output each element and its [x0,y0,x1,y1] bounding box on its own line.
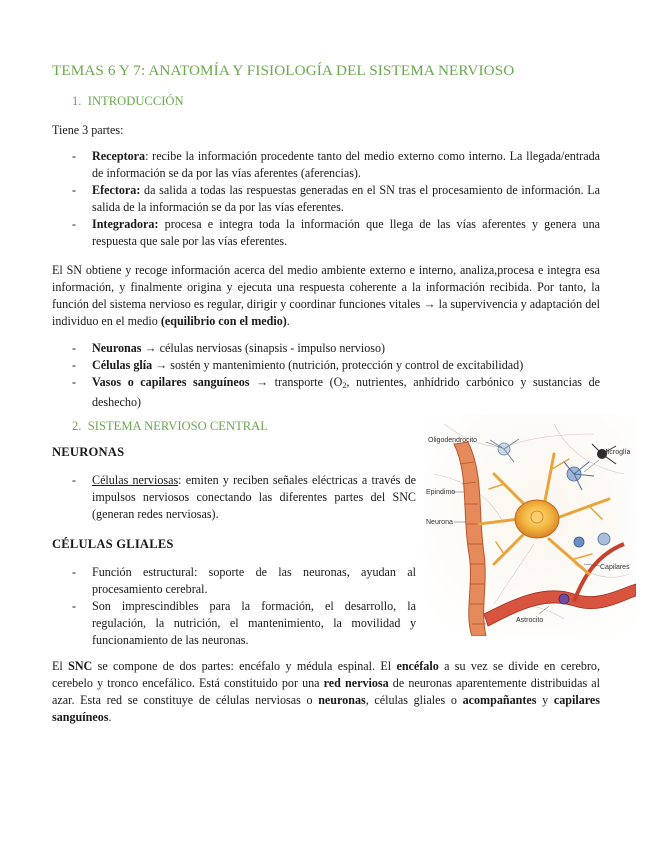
item-text: → células nerviosas (sinapsis - impulso nervioso) [141,341,386,355]
term-capilares: capilares sanguíneos [52,693,601,724]
components-list [72,340,600,411]
term-celulas-glia: Células glía [92,358,153,372]
section-number: 1. [72,94,82,108]
list-item [72,216,600,250]
list-item [72,374,600,411]
paragraph-text: El [52,659,69,673]
paragraph-bold: (equilibrio con el medio) [160,314,287,328]
list-item [72,340,600,357]
subscript: 2 [342,381,347,390]
term-receptora: Receptora [92,149,146,163]
label-microglia: Microglía [602,449,631,456]
list-item [72,148,600,182]
label-neurona: Neurona [426,519,453,526]
term-encefalo: encéfalo [396,659,439,673]
gliales-list [72,564,416,649]
term-vasos: Vasos o capilares sanguíneos [92,375,250,389]
term-acompanantes: acompañantes [462,693,537,707]
item-text: → sostén y mantenimiento (nutrición, protección y control de excitabilidad) [152,358,524,372]
paragraph-text: El SN obtiene y recoge información acerca del medio ambiente externo e interno, analiza,procesa e integra esa información, y finalmente origina y ejecuta una respuesta coherente a la información recibida. Por tanto, la función del sistema nervioso es regular, dirigir y coordinar funciones vitales → la supervivencia y adaptación del individuo en el medio [52,263,600,328]
list-item [72,357,600,374]
term-celulas-nerviosas: Células nerviosas [92,473,179,487]
item-text: procesa e integra toda la información que llega de las vías aferentes y genera una respuesta que sale por las vías eferentes. [92,217,600,248]
nucleus [531,511,543,523]
item-text: → transporte (O [249,375,343,389]
section-heading-introduccion [72,94,184,109]
list-item: - Función estructural: soporte de las neuronas, ayudan al procesamiento cerebral. [72,564,416,598]
term-neuronas: Neuronas [92,341,142,355]
term-red-nerviosa: red nerviosa [323,676,389,690]
item-text: : recibe la información procedente tanto del medio externo como interno. La llegada/entrada de información se da por las vías aferentes (aferencias). [92,149,600,180]
paragraph-text: de neuronas aparentemente distribuidas al azar. Esta red se constituye de células nerviosas o [52,676,600,707]
list-item: - Son imprescindibles para la formación, el desarrollo, la regulación, la nutrición, el mantenimiento, la movilidad y funcionamiento de las neuronas. [72,598,416,649]
intro-text: Tiene 3 partes: [52,123,124,137]
paragraph-text: a su vez se divide en cerebro, cerebelo y tronco encefálico. Está constituido por una [52,659,600,690]
section-number: 2. [72,419,82,433]
paragraph-text: se compone de dos partes: encéfalo y médula espinal. El [92,659,397,673]
paragraph-text: y [536,693,554,707]
parts-list [72,148,600,250]
term-integradora: Integradora: [92,217,159,231]
list-item [72,182,600,216]
snc-paragraph [52,658,600,726]
item-text: da salida a todas las respuestas generadas en el SN tras el procesamiento de información. La salida de la información se da por las vías eferentes. [92,183,600,214]
list-item [72,472,416,523]
sn-paragraph [52,262,600,330]
term-snc: SNC [68,659,93,673]
label-astrocito: Astrocito [516,617,544,624]
document-title: TEMAS 6 Y 7: ANATOMÍA Y FISIOLOGÍA DEL SISTEMA NERVIOSO [52,62,515,79]
term-efectora: Efectora: [92,183,141,197]
paragraph-end: . [286,314,290,328]
section-title: INTRODUCCIÓN [87,94,184,108]
item-text: : emiten y reciben señales eléctricas a través de impulsos nerviosos conectando las diferentes partes del SNC (generan redes nerviosas). [92,473,416,521]
section-heading-snc [72,419,268,434]
item-text: , nutrientes, anhídrido carbónico y sustancias de deshecho) [92,375,600,409]
neuronas-heading: NEURONAS [52,445,125,459]
neuron-illustration [424,414,636,636]
gliales-heading: CÉLULAS GLIALES [52,537,174,551]
paragraph-text: . [108,710,112,724]
label-epindimo: Epindimo [426,489,456,496]
label-capilares: Capilares [600,564,630,571]
section-title: SISTEMA NERVIOSO CENTRAL [87,419,268,433]
label-oligodendrocito: Oligodendrocito [428,437,478,444]
paragraph-text: , células gliales o [365,693,463,707]
term-neuronas: neuronas [318,693,366,707]
neuronas-list [72,472,416,523]
